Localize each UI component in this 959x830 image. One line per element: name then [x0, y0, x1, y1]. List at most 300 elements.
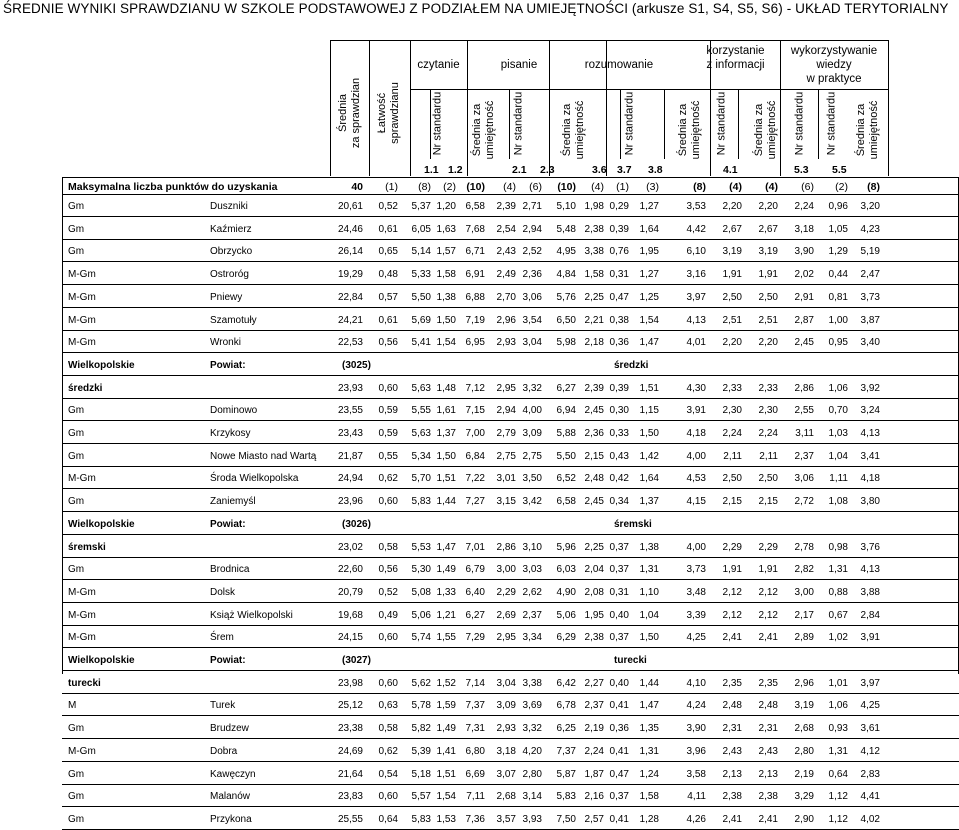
row-value: 2,95	[496, 383, 516, 394]
row-value: 2,94	[496, 405, 516, 416]
row-value: 2,43	[758, 746, 778, 757]
row-value: 2,57	[584, 814, 604, 825]
row-value: 2,84	[860, 610, 880, 621]
row-value: 7,15	[465, 405, 485, 416]
row-value: 5,55	[411, 405, 431, 416]
row-value: 0,76	[609, 246, 629, 257]
row-value: 3,54	[522, 315, 542, 326]
row-value: 2,67	[722, 224, 742, 235]
row-value: 1,50	[436, 451, 456, 462]
row-value: 1,33	[436, 587, 456, 598]
row-value: 3,38	[522, 678, 542, 689]
row-value: 2,70	[496, 292, 516, 303]
row-value: 3,04	[496, 678, 516, 689]
row-value: 2,93	[496, 337, 516, 348]
row-rule	[62, 625, 959, 626]
row-value: 1,51	[639, 383, 659, 394]
row-value: 0,59	[378, 405, 398, 416]
row-value: 0,60	[378, 383, 398, 394]
row-name: Brudzew	[210, 723, 249, 734]
row-value: 3,09	[496, 700, 516, 711]
standard-number-header: Nr standardu	[623, 91, 636, 156]
row-type: Gm	[68, 201, 85, 212]
powiat-name: turecki	[614, 655, 647, 666]
row-value: 0,81	[828, 292, 848, 303]
row-value: 3,16	[686, 269, 706, 280]
row-value: 0,29	[609, 201, 629, 212]
row-value: 1,27	[639, 269, 659, 280]
powiat-label: Powiat:	[210, 655, 246, 666]
row-value: 1,55	[436, 632, 456, 643]
row-value: 0,58	[378, 542, 398, 553]
row-value: 5,14	[411, 246, 431, 257]
row-value: 0,52	[378, 201, 398, 212]
writing-group: pisanie	[500, 59, 538, 71]
standard-code: 3.8	[648, 164, 663, 176]
row-value: 1,02	[828, 632, 848, 643]
row-value: 2,91	[794, 292, 814, 303]
row-value: 24,94	[337, 473, 363, 484]
row-type: M-Gm	[68, 610, 96, 621]
row-value: 23,38	[337, 723, 363, 734]
standard-number-header: Nr standardu	[715, 91, 728, 156]
row-value: 0,88	[828, 587, 848, 598]
row-value: 2,49	[496, 269, 516, 280]
row-name: Brodnica	[210, 564, 250, 575]
row-value: 3,15	[496, 496, 516, 507]
row-value: 6,91	[465, 269, 485, 280]
row-value: 0,98	[828, 542, 848, 553]
row-value: 0,56	[378, 337, 398, 348]
row-value: 4,30	[686, 383, 706, 394]
row-value: 1,00	[828, 315, 848, 326]
row-value: 5,70	[411, 473, 431, 484]
max-row-label: Maksymalna liczba punktów do uzyskania	[68, 181, 278, 193]
row-value: 1,04	[828, 451, 848, 462]
row-value: 2,80	[522, 769, 542, 780]
row-value: 2,39	[584, 383, 604, 394]
row-value: 2,95	[496, 632, 516, 643]
row-value: 1,11	[829, 473, 848, 484]
row-value: 6,84	[465, 451, 485, 462]
group-label-rule	[410, 89, 888, 90]
row-rule	[62, 511, 959, 512]
row-rule	[62, 261, 959, 262]
max-value: (8)	[693, 181, 706, 193]
row-value: 6,80	[465, 746, 485, 757]
row-type: Gm	[68, 723, 85, 734]
row-value: 2,48	[584, 473, 604, 484]
row-value: 3,11	[795, 428, 814, 439]
row-value: 1,47	[639, 700, 659, 711]
row-value: 6,79	[465, 564, 485, 575]
row-value: 3,04	[522, 337, 542, 348]
row-type: śremski	[68, 542, 106, 553]
row-value: 0,60	[378, 632, 398, 643]
powiat-name: średzki	[614, 360, 649, 371]
row-value: 2,24	[794, 201, 814, 212]
row-value: 2,08	[584, 587, 604, 598]
row-value: 1,24	[639, 769, 659, 780]
row-value: 5,83	[556, 791, 576, 802]
row-value: 5,87	[556, 769, 576, 780]
row-value: 3,96	[686, 746, 706, 757]
subcol-rule	[818, 89, 819, 159]
row-value: 0,61	[378, 315, 398, 326]
row-value: 3,69	[522, 700, 542, 711]
row-value: 6,69	[465, 769, 485, 780]
standard-number-header: Nr standardu	[825, 91, 838, 156]
row-value: 3,91	[686, 405, 706, 416]
row-value: 3,53	[686, 201, 706, 212]
row-value: 3,73	[686, 564, 706, 575]
row-name: Turek	[210, 700, 236, 711]
max-value: 40	[351, 181, 363, 193]
row-value: 2,33	[722, 383, 742, 394]
row-value: 2,27	[584, 678, 604, 689]
row-value: 1,95	[584, 610, 604, 621]
row-value: 1,12	[828, 814, 848, 825]
row-value: 1,91	[722, 269, 742, 280]
row-value: 3,42	[522, 496, 542, 507]
row-value: 2,45	[794, 337, 814, 348]
row-name: Przykona	[210, 814, 252, 825]
row-name: Książ Wielkopolski	[210, 610, 293, 621]
standard-code: 2.1	[512, 164, 527, 176]
row-value: 5,33	[411, 269, 431, 280]
row-value: 2,67	[758, 224, 778, 235]
row-rule	[62, 602, 959, 603]
row-value: 2,50	[758, 292, 778, 303]
row-value: 3,00	[496, 564, 516, 575]
row-value: 4,01	[686, 337, 706, 348]
row-value: 0,57	[378, 292, 398, 303]
max-value: (4)	[765, 181, 778, 193]
row-value: 7,27	[465, 496, 485, 507]
row-value: 2,38	[584, 632, 604, 643]
row-value: 1,51	[436, 769, 456, 780]
row-value: 2,41	[722, 814, 742, 825]
row-value: 4,25	[686, 632, 706, 643]
row-value: 2,37	[794, 451, 814, 462]
row-value: 3,91	[860, 632, 880, 643]
row-value: 2,13	[722, 769, 742, 780]
row-value: 25,12	[337, 700, 363, 711]
row-value: 24,21	[337, 315, 363, 326]
row-value: 2,94	[522, 224, 542, 235]
row-type: średzki	[68, 383, 103, 394]
row-value: 5,39	[411, 746, 431, 757]
row-value: 3,41	[860, 451, 880, 462]
row-value: 2,25	[584, 292, 604, 303]
row-value: 0,30	[609, 405, 629, 416]
row-value: 2,12	[758, 587, 778, 598]
row-rule	[62, 239, 959, 240]
row-value: 4,18	[686, 428, 706, 439]
row-value: 3,87	[860, 315, 880, 326]
row-value: 2,31	[758, 723, 778, 734]
skill-average-header: Średnia za umiejętność	[855, 100, 880, 160]
subcol-rule	[509, 89, 510, 159]
skill-average-header: Średnia za umiejętność	[561, 100, 586, 160]
row-value: 5,34	[411, 451, 431, 462]
row-value: 2,86	[496, 542, 516, 553]
row-value: 3,92	[860, 383, 880, 394]
row-value: 3,06	[794, 473, 814, 484]
row-value: 1,10	[639, 587, 659, 598]
row-value: 2,31	[722, 723, 742, 734]
row-value: 1,06	[828, 700, 848, 711]
row-rule	[62, 466, 959, 467]
row-value: 1,91	[758, 564, 778, 575]
max-value: (4)	[729, 181, 742, 193]
row-value: 7,22	[465, 473, 485, 484]
row-value: 0,40	[609, 610, 629, 621]
powiat-region: Wielkopolskie	[68, 519, 135, 530]
standard-code: 5.3	[794, 164, 809, 176]
header-col-rule	[467, 40, 468, 176]
row-type: M-Gm	[68, 587, 96, 598]
row-value: 2,37	[584, 700, 604, 711]
row-value: 22,53	[337, 337, 363, 348]
row-value: 0,65	[378, 246, 398, 257]
row-value: 23,02	[337, 542, 363, 553]
row-value: 2,39	[496, 201, 516, 212]
row-value: 2,43	[722, 746, 742, 757]
standard-code: 2.3	[540, 164, 555, 176]
row-value: 0,64	[828, 769, 848, 780]
row-value: 1,64	[639, 224, 659, 235]
row-value: 2,96	[794, 678, 814, 689]
row-value: 1,03	[828, 428, 848, 439]
skill-average-header: Średnia za umiejętność	[753, 100, 778, 160]
row-value: 5,30	[411, 564, 431, 575]
row-value: 3,50	[522, 473, 542, 484]
powiat-region: Wielkopolskie	[68, 360, 135, 371]
standard-code: 3.7	[617, 164, 632, 176]
row-value: 6,29	[556, 632, 576, 643]
row-value: 2,16	[584, 791, 604, 802]
row-value: 0,64	[378, 814, 398, 825]
standard-code: 1.2	[448, 164, 463, 176]
row-value: 0,61	[378, 224, 398, 235]
max-value: (1)	[385, 181, 398, 193]
row-value: 1,51	[436, 473, 456, 484]
row-value: 2,38	[722, 791, 742, 802]
row-value: 1,58	[639, 791, 659, 802]
row-value: 6,03	[556, 564, 576, 575]
row-value: 1,25	[639, 292, 659, 303]
row-value: 6,88	[465, 292, 485, 303]
row-value: 1,21	[436, 610, 456, 621]
row-type: M	[68, 700, 77, 711]
row-value: 1,49	[436, 723, 456, 734]
row-value: 2,20	[722, 201, 742, 212]
max-value: (10)	[557, 181, 576, 193]
row-value: 2,41	[758, 814, 778, 825]
row-value: 3,09	[522, 428, 542, 439]
row-value: 1,41	[436, 746, 456, 757]
row-rule	[62, 761, 959, 762]
row-value: 0,52	[378, 587, 398, 598]
row-value: 2,50	[722, 292, 742, 303]
row-value: 4,42	[686, 224, 706, 235]
row-value: 7,01	[465, 542, 485, 553]
row-value: 2,11	[759, 451, 778, 462]
skill-average-header: Średnia za umiejętność	[677, 100, 702, 160]
row-value: 5,50	[556, 451, 576, 462]
row-value: 25,55	[337, 814, 363, 825]
row-value: 0,38	[609, 315, 629, 326]
row-value: 0,31	[609, 269, 629, 280]
row-value: 7,37	[556, 746, 576, 757]
row-value: 6,25	[556, 723, 576, 734]
row-value: 3,93	[522, 814, 542, 825]
row-value: 2,21	[584, 315, 604, 326]
row-rule	[62, 307, 959, 308]
row-type: M-Gm	[68, 292, 96, 303]
powiat-label: Powiat:	[210, 519, 246, 530]
row-value: 1,63	[436, 224, 456, 235]
row-name: Krzykosy	[210, 428, 251, 439]
row-value: 5,18	[411, 769, 431, 780]
row-value: 2,02	[794, 269, 814, 280]
row-value: 5,83	[411, 496, 431, 507]
row-value: 2,12	[758, 610, 778, 621]
row-value: 0,67	[828, 610, 848, 621]
row-value: 2,15	[758, 496, 778, 507]
skill-average-header: Średnia za umiejętność	[471, 100, 496, 160]
standard-code: 5.5	[832, 164, 847, 176]
row-value: 2,72	[794, 496, 814, 507]
left-frame	[62, 177, 63, 674]
row-value: 1,47	[639, 337, 659, 348]
row-value: 0,96	[828, 201, 848, 212]
row-value: 3,00	[794, 587, 814, 598]
row-value: 0,41	[609, 700, 629, 711]
row-value: 1,91	[758, 269, 778, 280]
row-value: 6,40	[465, 587, 485, 598]
row-value: 0,62	[378, 746, 398, 757]
max-value: (2)	[835, 181, 848, 193]
row-value: 1,64	[639, 473, 659, 484]
row-value: 4,53	[686, 473, 706, 484]
row-rule	[62, 352, 959, 353]
row-type: M-Gm	[68, 269, 96, 280]
row-value: 7,68	[465, 224, 485, 235]
row-value: 0,56	[378, 564, 398, 575]
max-value: (4)	[591, 181, 604, 193]
row-value: 0,37	[609, 632, 629, 643]
row-value: 2,38	[758, 791, 778, 802]
header-col-rule	[369, 40, 370, 176]
row-type: Gm	[68, 791, 85, 802]
row-value: 3,90	[686, 723, 706, 734]
standard-code: 3.6	[592, 164, 607, 176]
row-value: 2,55	[794, 405, 814, 416]
row-value: 5,48	[556, 224, 576, 235]
row-value: 2,52	[522, 246, 542, 257]
row-value: 5,37	[411, 201, 431, 212]
row-value: 2,50	[758, 473, 778, 484]
row-value: 23,96	[337, 496, 363, 507]
row-value: 5,78	[411, 700, 431, 711]
row-value: 0,60	[378, 496, 398, 507]
row-value: 2,47	[860, 269, 880, 280]
row-rule	[62, 534, 959, 535]
row-name: Nowe Miasto nad Wartą	[210, 451, 317, 462]
row-value: 5,62	[411, 678, 431, 689]
row-value: 3,14	[522, 791, 542, 802]
row-value: 3,19	[794, 700, 814, 711]
row-value: 2,20	[758, 201, 778, 212]
row-rule	[62, 670, 959, 671]
row-value: 0,48	[378, 269, 398, 280]
row-value: 23,93	[337, 383, 363, 394]
row-value: 1,42	[639, 451, 659, 462]
row-value: 2,19	[584, 723, 604, 734]
row-value: 1,31	[828, 746, 848, 757]
row-value: 4,90	[556, 587, 576, 598]
standard-number-header: Nr standardu	[512, 91, 525, 156]
standard-number-header: Nr standardu	[793, 91, 806, 156]
row-value: 22,84	[337, 292, 363, 303]
row-value: 4,95	[556, 246, 576, 257]
row-value: 1,98	[584, 201, 604, 212]
row-value: 2,71	[522, 201, 542, 212]
row-value: 1,58	[436, 269, 456, 280]
row-value: 2,15	[584, 451, 604, 462]
row-value: 3,48	[686, 587, 706, 598]
row-value: 2,15	[722, 496, 742, 507]
row-value: 3,03	[522, 564, 542, 575]
row-value: 3,76	[860, 542, 880, 553]
row-value: 5,10	[556, 201, 576, 212]
row-value: 3,39	[686, 610, 706, 621]
row-value: 1,28	[639, 814, 659, 825]
row-value: 3,97	[860, 678, 880, 689]
row-value: 1,29	[828, 246, 848, 257]
row-value: 3,18	[496, 746, 516, 757]
max-value: (8)	[418, 181, 431, 193]
row-value: 1,12	[828, 791, 848, 802]
row-value: 1,91	[722, 564, 742, 575]
row-value: 0,43	[609, 451, 629, 462]
row-value: 3,57	[496, 814, 516, 825]
row-value: 2,45	[584, 496, 604, 507]
max-value: (2)	[443, 181, 456, 193]
row-value: 2,17	[794, 610, 814, 621]
row-value: 2,45	[584, 405, 604, 416]
row-value: 0,93	[828, 723, 848, 734]
row-value: 2,43	[496, 246, 516, 257]
row-value: 0,37	[609, 791, 629, 802]
row-type: Gm	[68, 246, 85, 257]
row-value: 2,37	[522, 610, 542, 621]
row-value: 2,29	[496, 587, 516, 598]
max-row-top-rule	[62, 177, 959, 178]
row-value: 2,35	[722, 678, 742, 689]
row-value: 3,73	[860, 292, 880, 303]
row-name: Szamotuły	[210, 315, 257, 326]
row-value: 6,50	[556, 315, 576, 326]
row-value: 1,38	[639, 542, 659, 553]
row-value: 0,33	[609, 428, 629, 439]
row-type: M-Gm	[68, 473, 96, 484]
row-value: 1,35	[639, 723, 659, 734]
row-value: 5,98	[556, 337, 576, 348]
row-value: 2,29	[722, 542, 742, 553]
